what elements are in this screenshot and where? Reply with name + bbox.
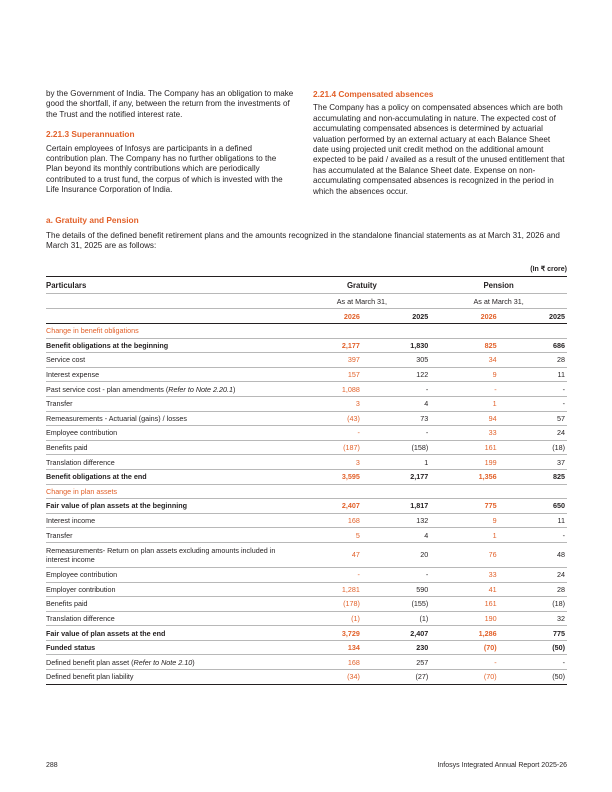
particulars-header: Particulars [46, 277, 294, 294]
table-row [46, 484, 567, 499]
table-row [46, 528, 567, 543]
row-label: Fair value of plan assets at the end [46, 626, 294, 641]
superannuation-heading: 2.21.3 Superannuation [46, 129, 135, 140]
row-value: 3 [294, 396, 362, 411]
row-value: (70) [430, 640, 498, 655]
row-label: Transfer [46, 396, 294, 411]
right-column [313, 89, 567, 197]
row-value: (187) [294, 440, 362, 455]
table-row [46, 499, 567, 514]
gratuity-year-2025: 2025 [362, 309, 430, 324]
row-value: 4 [362, 396, 430, 411]
row-value: - [499, 382, 567, 397]
row-value: 2,177 [294, 338, 362, 353]
row-value: (18) [499, 440, 567, 455]
row-value: 168 [294, 513, 362, 528]
table-row [46, 426, 567, 441]
row-label: Employer contribution [46, 582, 294, 597]
row-label: Employee contribution [46, 567, 294, 582]
row-value: 230 [362, 640, 430, 655]
row-value: 3,729 [294, 626, 362, 641]
row-value: 134 [294, 640, 362, 655]
gratuity-continued-paragraph: by the Government of India. The Company has an obligation to make good the shortfall, if any, between the return from the investments of the Trust and the notified interest rate. [46, 89, 294, 119]
table-row [46, 567, 567, 582]
row-value: 20 [362, 542, 430, 567]
row-value: 76 [430, 542, 498, 567]
row-value: - [294, 567, 362, 582]
row-value: 257 [362, 655, 430, 670]
row-label: Benefit obligations at the end [46, 469, 294, 484]
row-value: - [362, 567, 430, 582]
row-value: 48 [499, 542, 567, 567]
row-value: (70) [430, 670, 498, 685]
row-value: 775 [430, 499, 498, 514]
row-label: Benefits paid [46, 597, 294, 612]
row-value [294, 484, 362, 499]
gratuity-pension-heading: a. Gratuity and Pension [46, 215, 139, 225]
row-label: Funded status [46, 640, 294, 655]
row-value: - [430, 382, 498, 397]
row-value: 4 [362, 528, 430, 543]
row-value: 2,407 [362, 626, 430, 641]
row-label: Change in plan assets [46, 484, 294, 499]
row-value: 1,356 [430, 469, 498, 484]
row-value: 3,595 [294, 469, 362, 484]
row-value: 775 [499, 626, 567, 641]
table-row [46, 597, 567, 612]
compensated-absences-paragraph: The Company has a policy on compensated absences which are both accumulating and non-accumulating in nature. The expected cost of accumulating compensated absences is determined by actuarial valuation performed by an external actuary at each Balance Sheet date using projected unit credit method on the additional amount expected to be paid / availed as a result of the unused entitlement that has accumulated at the Balance Sheet date. Expense on non-accumulating compensated absences is recognized in the period in which the absences occur. [313, 103, 565, 196]
row-value: 47 [294, 542, 362, 567]
pension-as-at: As at March 31, [430, 294, 567, 309]
row-value: - [294, 426, 362, 441]
table-row [46, 367, 567, 382]
row-label: Defined benefit plan asset (Refer to Note 2.10) [46, 655, 294, 670]
row-value: 57 [499, 411, 567, 426]
row-value: (155) [362, 597, 430, 612]
row-value: 33 [430, 567, 498, 582]
gratuity-as-at: As at March 31, [294, 294, 431, 309]
row-value [499, 484, 567, 499]
table-row [46, 411, 567, 426]
row-value: (34) [294, 670, 362, 685]
table-row [46, 582, 567, 597]
table-row [46, 611, 567, 626]
gratuity-header: Gratuity [294, 277, 431, 294]
table-row [46, 513, 567, 528]
row-value: 1,286 [430, 626, 498, 641]
row-value: 1,281 [294, 582, 362, 597]
table-year-row [46, 309, 567, 324]
row-value [430, 324, 498, 339]
table-row [46, 640, 567, 655]
row-label: Remeasurements - Actuarial (gains) / losses [46, 411, 294, 426]
gratuity-year-2026: 2026 [294, 309, 362, 324]
pension-year-2026: 2026 [430, 309, 498, 324]
table-row [46, 542, 567, 567]
row-value: 1,088 [294, 382, 362, 397]
row-value: 33 [430, 426, 498, 441]
row-value: 397 [294, 353, 362, 368]
row-value: 24 [499, 426, 567, 441]
row-value: 2,177 [362, 469, 430, 484]
row-value: 157 [294, 367, 362, 382]
row-value: 11 [499, 367, 567, 382]
row-value [294, 324, 362, 339]
row-value: (43) [294, 411, 362, 426]
row-value: 37 [499, 455, 567, 470]
row-value: (27) [362, 670, 430, 685]
row-label: Translation difference [46, 611, 294, 626]
row-value: 34 [430, 353, 498, 368]
row-value: - [362, 426, 430, 441]
row-value [362, 324, 430, 339]
row-value: 28 [499, 353, 567, 368]
row-label: Past service cost - plan amendments (Refer to Note 2.20.1) [46, 382, 294, 397]
row-value: 32 [499, 611, 567, 626]
table-row [46, 455, 567, 470]
table-row [46, 670, 567, 685]
row-value: 24 [499, 567, 567, 582]
row-value: 825 [499, 469, 567, 484]
table-row [46, 324, 567, 339]
row-label: Change in benefit obligations [46, 324, 294, 339]
row-label: Interest income [46, 513, 294, 528]
page-number: 288 [46, 762, 58, 769]
superannuation-paragraph: Certain employees of Infosys are participants in a defined contribution plan. The Company has no further obligations to the Plan beyond its monthly contributions which are periodically contributed to a trust fund, the corpus of which is invested with the Life Insurance Corporation of India. [46, 143, 283, 195]
row-value: 199 [430, 455, 498, 470]
row-value: (1) [362, 611, 430, 626]
row-value: 94 [430, 411, 498, 426]
row-value: 1 [430, 528, 498, 543]
row-value: 11 [499, 513, 567, 528]
row-value: 305 [362, 353, 430, 368]
pension-year-2025: 2025 [499, 309, 567, 324]
report-title: Infosys Integrated Annual Report 2025-26 [437, 762, 567, 769]
row-label: Interest expense [46, 367, 294, 382]
row-label: Benefit obligations at the beginning [46, 338, 294, 353]
row-label: Fair value of plan assets at the beginning [46, 499, 294, 514]
row-value: 28 [499, 582, 567, 597]
row-value: 1 [430, 396, 498, 411]
row-value: (1) [294, 611, 362, 626]
left-column [46, 89, 294, 196]
table-row [46, 655, 567, 670]
row-value: 650 [499, 499, 567, 514]
row-label: Employee contribution [46, 426, 294, 441]
row-value: 161 [430, 597, 498, 612]
row-value: 1,830 [362, 338, 430, 353]
row-value: - [499, 396, 567, 411]
row-value: - [499, 655, 567, 670]
row-value: - [362, 382, 430, 397]
table-subheader-row [46, 294, 567, 309]
table-row [46, 382, 567, 397]
row-value: (50) [499, 640, 567, 655]
note-reference: Refer to Note 2.10 [133, 657, 193, 667]
table-row [46, 626, 567, 641]
row-label: Service cost [46, 353, 294, 368]
row-value [362, 484, 430, 499]
row-value: 122 [362, 367, 430, 382]
table-row [46, 469, 567, 484]
row-value: (178) [294, 597, 362, 612]
benefit-plans-table [46, 276, 567, 685]
table-row [46, 396, 567, 411]
row-value: 9 [430, 513, 498, 528]
row-value: 3 [294, 455, 362, 470]
row-value: 190 [430, 611, 498, 626]
unit-label: (In ₹ crore) [530, 266, 567, 273]
compensated-absences-heading: 2.21.4 Compensated absences [313, 89, 434, 99]
table-header-row [46, 277, 567, 294]
row-value: 686 [499, 338, 567, 353]
row-value: 161 [430, 440, 498, 455]
row-label: Benefits paid [46, 440, 294, 455]
row-value: 2,407 [294, 499, 362, 514]
row-value: 132 [362, 513, 430, 528]
row-value: 590 [362, 582, 430, 597]
row-value: (18) [499, 597, 567, 612]
table-row [46, 353, 567, 368]
row-value: 9 [430, 367, 498, 382]
note-reference: Refer to Note 2.20.1 [168, 384, 233, 394]
intro-paragraph: The details of the defined benefit retirement plans and the amounts recognized in the standalone financial statements as at March 31, 2026 and March 31, 2025 are as follows: [46, 231, 560, 251]
row-value [499, 324, 567, 339]
row-value: 1 [362, 455, 430, 470]
row-value: - [430, 655, 498, 670]
row-value: 825 [430, 338, 498, 353]
row-label: Remeasurements- Return on plan assets excluding amounts included in interest income [46, 542, 294, 567]
row-label: Defined benefit plan liability [46, 670, 294, 685]
row-value: 1,817 [362, 499, 430, 514]
row-value [430, 484, 498, 499]
row-label: Transfer [46, 528, 294, 543]
row-value: 5 [294, 528, 362, 543]
row-value: 73 [362, 411, 430, 426]
row-value: 168 [294, 655, 362, 670]
table-row [46, 338, 567, 353]
row-value: 41 [430, 582, 498, 597]
row-label: Translation difference [46, 455, 294, 470]
table-row [46, 440, 567, 455]
row-value: (158) [362, 440, 430, 455]
row-value: - [499, 528, 567, 543]
row-value: (50) [499, 670, 567, 685]
pension-header: Pension [430, 277, 567, 294]
